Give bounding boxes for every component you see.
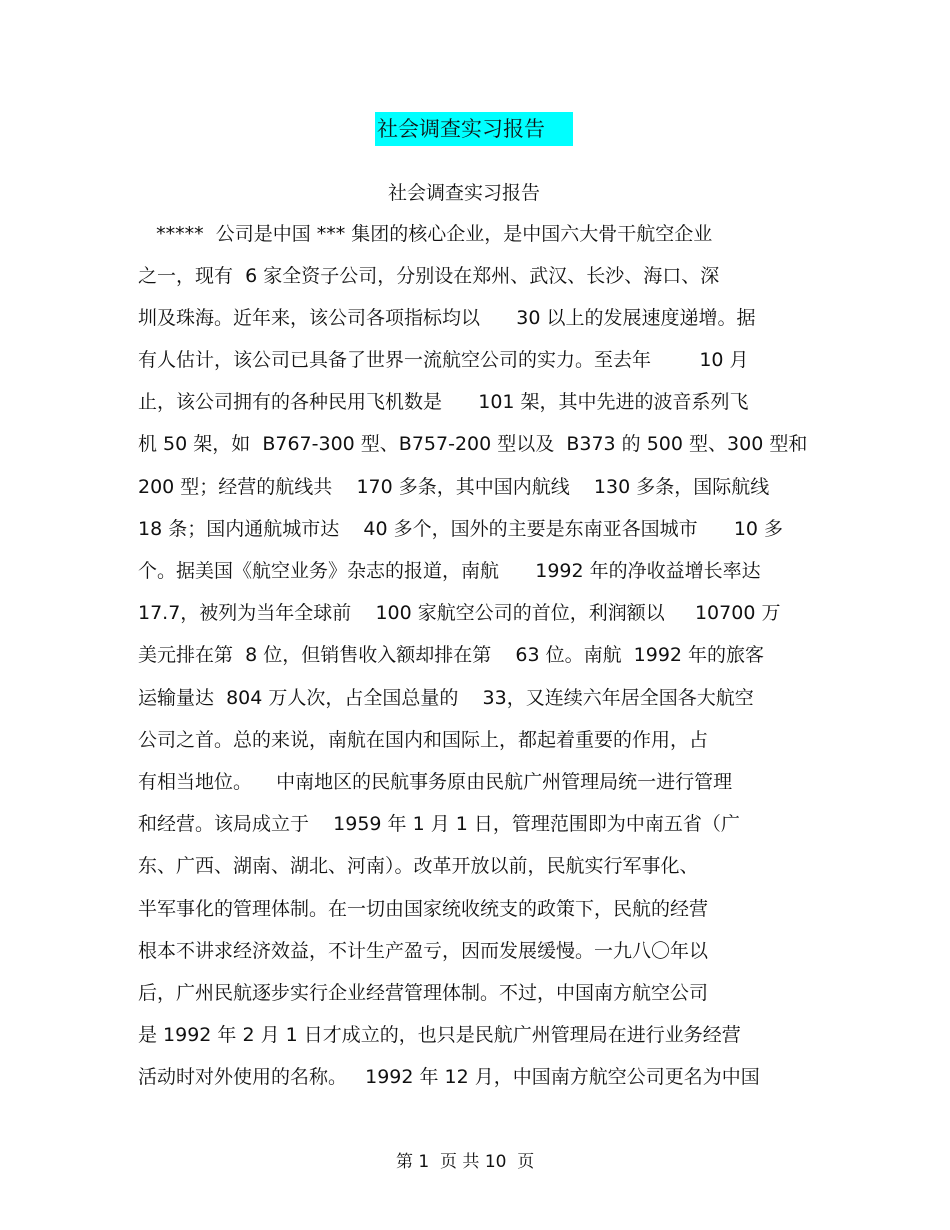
body-line: 是 1992 年 2 月 1 日才成立的，也只是民航广州管理局在进行业务经营 <box>138 1024 741 1046</box>
body-line: 运输量达 804 万人次，占全国总量的 33，又连续六年居全国各大航空 <box>138 687 754 709</box>
body-line: 18 条；国内通航城市达 40 多个，国外的主要是东南亚各国城市 10 多 <box>138 518 784 540</box>
body-line: 有相当地位。 中南地区的民航事务原由民航广州管理局统一进行管理 <box>138 771 733 793</box>
body-line: 活动时对外使用的名称。 1992 年 12 月，中国南方航空公司更名为中国 <box>138 1066 760 1088</box>
body-line: ***** 公司是中国 *** 集团的核心企业，是中国六大骨干航空企业 <box>138 223 713 245</box>
page-number-footer: 第 1 页 共 10 页 <box>396 1152 535 1172</box>
body-line: 美元排在第 8 位，但销售收入额却排在第 63 位。南航 1992 年的旅客 <box>138 644 765 666</box>
body-line: 后，广州民航逐步实行企业经营管理体制。不过，中国南方航空公司 <box>138 982 709 1004</box>
body-line: 之一，现有 6 家全资子公司，分别设在郑州、武汉、长沙、海口、深 <box>138 265 720 287</box>
body-line: 个。据美国《航空业务》杂志的报道，南航 1992 年的净收益增长率达 <box>138 560 761 582</box>
body-line: 机 50 架，如 B767-300 型、B757-200 型以及 B373 的 500 型、300 型和 <box>138 433 808 455</box>
body-line: 止，该公司拥有的各种民用飞机数是 101 架，其中先进的波音系列飞 <box>138 391 749 413</box>
body-line: 17.7，被列为当年全球前 100 家航空公司的首位，利润额以 10700 万 <box>138 602 781 624</box>
document-subtitle: 社会调查实习报告 <box>388 182 541 204</box>
document-title: 社会调查实习报告 <box>377 117 545 141</box>
body-line: 公司之首。总的来说，南航在国内和国际上，都起着重要的作用，占 <box>138 729 709 751</box>
body-line: 东、广西、湖南、湖北、河南）。改革开放以前，民航实行军事化、 <box>138 855 699 877</box>
body-line: 根本不讲求经济效益，不计生产盈亏，因而发展缓慢。一九八〇年以 <box>138 940 709 962</box>
body-line: 和经营。该局成立于 1959 年 1 月 1 日，管理范围即为中南五省（广 <box>138 813 740 835</box>
body-line: 200 型；经营的航线共 170 多条，其中国内航线 130 多条，国际航线 <box>138 476 770 498</box>
body-line: 有人估计，该公司已具备了世界一流航空公司的实力。至去年 10 月 <box>138 349 749 371</box>
body-line: 圳及珠海。近年来，该公司各项指标均以 30 以上的发展速度递增。据 <box>138 307 756 329</box>
body-line: 半军事化的管理体制。在一切由国家统收统支的政策下，民航的经营 <box>138 898 709 920</box>
